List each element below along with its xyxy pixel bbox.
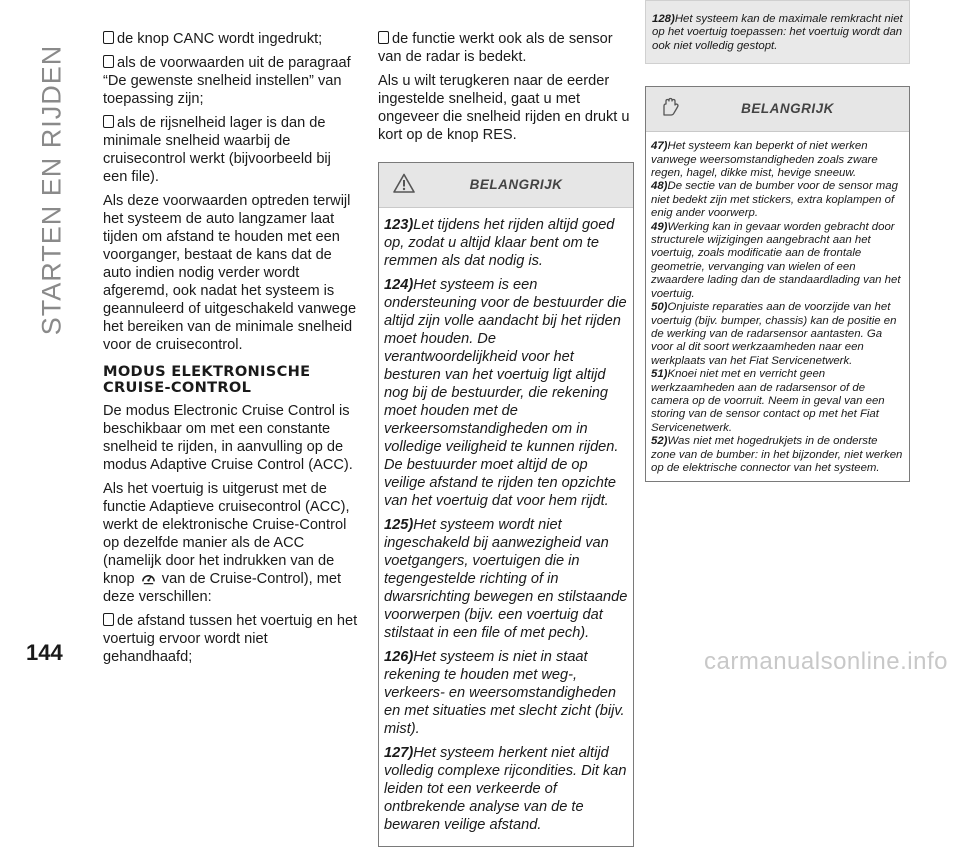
warning-header	[646, 87, 909, 132]
note-item: 124)Het systeem is een ondersteuning voor de bestuurder die altijd zijn volle aandacht bij het rijden moet houden. De verantwoordelijkheid voor het besturen van het voertuig ligt altijd nog bij de bestuurder, die rekening moet houden met de verkeersomstandigheden om in volledige veiligheid te kunnen rijden. De bestuurder moet altijd de op veilige afstand te rijden ten opzichte van het voertuig dat voor hem rijdt.	[384, 277, 627, 509]
column-2	[378, 30, 634, 847]
watermark-text: carmanualsonline.info	[704, 648, 948, 675]
note-item: 127)Het systeem herkent niet altijd volledig complexe rijcondities. Dit kan leiden tot een verkeerde of ontbrekende analyse van de te bewaren veilige afstand.	[384, 745, 627, 833]
warning-label: BELANGRIJK	[469, 177, 563, 192]
warning-header	[379, 163, 633, 208]
warning-body	[646, 132, 909, 481]
note-item: 125)Het systeem wordt niet ingeschakeld bij aanwezigheid van voetgangers, voertuigen die in tegengestelde richting of in dwarsrichting bewegen en stilstaande voorwerpen (bijv. een voertuig dat stilstaat in een file of met pech).	[384, 517, 628, 641]
page-number: 144	[26, 640, 63, 665]
bullet-item: de afstand tussen het voertuig en het voertuig ervoor wordt niet gehandhaafd;	[103, 613, 358, 665]
note-item: 49)Werking kan in gevaar worden gebracht door structurele wijzigingen aangebracht aan het voertuig, zoals modificatie aan de frontale geometrie, vervanging van wielen of een zwaardere lading dan de standaardlading van het voertuig.	[651, 220, 901, 300]
warning-label: BELANGRIJK	[741, 101, 834, 117]
note-item: 128)Het systeem kan de maximale remkracht niet op het voertuig toepassen: het voertuig wordt dan ook niet volledig gestopt.	[652, 13, 903, 52]
note-item: 50)Onjuiste reparaties aan de voorzijde van het voertuig (bijv. bumper, chassis) kan de positie en de werking van de radarsensor aantasten. Ga voor al dit soort werkzaamheden naar een werkplaats van het Fiat Servicenetwerk.	[651, 301, 897, 367]
note-item: 126)Het systeem is niet in staat rekening te houden met weg-, verkeers- en weersomstandigheden en met situaties met slecht zicht (bijv. mist).	[384, 649, 625, 737]
bullet-item: als de voorwaarden uit de paragraaf “De gewenste snelheid instellen” van toepassing zijn;	[103, 55, 351, 107]
warning-body	[379, 208, 633, 846]
bullet-item: de knop CANC wordt ingedrukt;	[103, 30, 359, 48]
bullet-square-icon	[103, 31, 114, 44]
bullet-square-icon	[378, 31, 389, 44]
column-1	[103, 30, 359, 672]
chapter-title-text: STARTEN EN RIJDEN	[36, 44, 67, 336]
continued-note-box	[645, 0, 910, 64]
note-item: 52)Was niet met hogedrukjets in de onderste zone van de bumber: in het bijzonder, niet werken op de elektrische connector van het systeem.	[651, 435, 903, 474]
paragraph: De modus Electronic Cruise Control is beschikbaar om met een constante snelheid te rijden, in aanvulling op de modus Adaptive Cruise Control (ACC).	[103, 403, 353, 473]
bullet-square-icon	[103, 613, 114, 626]
bullet-square-icon	[103, 55, 114, 68]
bullet-item: de functie werkt ook als de sensor van de radar is bedekt.	[378, 31, 613, 65]
chapter-side-title	[22, 40, 82, 340]
warning-box	[378, 162, 634, 847]
note-item: 123)Let tijdens het rijden altijd goed op, zodat u altijd klaar bent om te remmen als dat nodig is.	[384, 217, 615, 269]
note-item: 47)Het systeem kan beperkt of niet werken vanwege weersomstandigheden zoals zware regen, hagel, dikke mist, hevige sneeuw.	[651, 140, 878, 180]
paragraph: Als deze voorwaarden optreden terwijl het systeem de auto langzamer laat tijden om afstand te houden met een voorganger, bestaat de kans dat de auto indien nodig verder wordt afgeremd, ook nadat het systeem is geannuleerd of uitgeschakeld vanwege het bereiken van de minimale snelheid voor de cruisecontrol.	[103, 193, 357, 353]
cruise-control-speedometer-icon	[141, 571, 156, 586]
note-item: 51)Knoei niet met en verricht geen werkzaamheden aan de radarsensor of de camera op de voorruit. Neem in geval van een storing van de sensor contact op met het Fiat Servicenetwerk.	[651, 368, 885, 434]
section-heading: MODUS ELEKTRONISCHE CRUISE-CONTROL	[103, 363, 311, 396]
bullet-square-icon	[103, 115, 114, 128]
warning-box	[645, 86, 910, 482]
bullet-item: als de rijsnelheid lager is dan de minimale snelheid waarbij de cruisecontrol werkt (bijvoorbeeld bij een file).	[103, 115, 331, 185]
paragraph: Als het voertuig is uitgerust met de functie Adaptieve cruisecontrol (ACC), werkt de elektronische Cruise-Control op dezelfde manier als de ACC (namelijk door het indrukken van de knop van de Cruise-Control), met deze verschillen:	[103, 481, 350, 605]
note-item: 48)De sectie van de bumber voor de sensor mag niet bedekt zijn met stickers, extra koplampen of enig ander voorwerp.	[651, 180, 898, 220]
paragraph: Als u wilt terugkeren naar de eerder ingestelde snelheid, gaat u met ongeveer die snelheid rijden en drukt u kort op de knop RES.	[378, 73, 630, 143]
column-3	[645, 13, 910, 482]
